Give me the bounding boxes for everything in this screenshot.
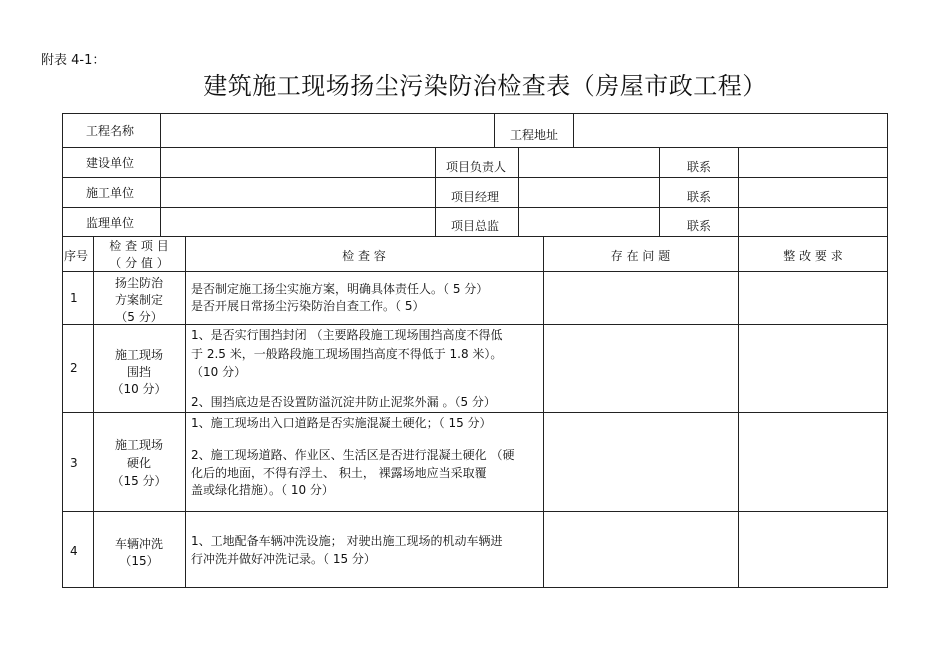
row-content-line: 1、施工现场出入口道路是否实施混凝土硬化；（ 15 分）	[191, 416, 492, 430]
row-item-line: （15 分）	[111, 474, 167, 488]
col-divider	[738, 236, 739, 588]
col-divider	[435, 147, 436, 236]
project-leader-label: 项目负责人	[446, 160, 507, 174]
row-content-line: 1、是否实行围挡封闭 （主要路段施工现场围挡高度不得低	[191, 328, 503, 342]
col-header-rectify: 整 改 要 求	[783, 249, 843, 263]
col-header-item: 检 查 项 目	[109, 239, 169, 253]
row-item-line: 围挡	[126, 365, 151, 379]
page-title	[0, 66, 950, 101]
row-item-line: 方案制定	[114, 293, 163, 307]
row-divider	[62, 207, 888, 208]
col-divider	[160, 113, 161, 236]
col-divider	[543, 236, 544, 588]
row-seq: 4	[70, 544, 78, 558]
row-content-line: 化后的地面，不得有浮土、 积土， 裸露场地应当采取覆	[191, 466, 487, 480]
row-item-line: 施工现场	[114, 348, 163, 362]
row-content-line: 于 2.5 米，一般路段施工现场围挡高度不得低于 1.8 米）。	[191, 347, 503, 361]
row-content-line: 2、施工现场道路、作业区、生活区是否进行混凝土硬化 （硬	[191, 448, 515, 462]
row-content-line: 是否制定施工扬尘实施方案，明确具体责任人。（ 5 分）	[191, 282, 489, 296]
row-content-line: 盖或绿化措施）。（ 10 分）	[191, 483, 334, 497]
row-item-line: 扬尘防治	[114, 276, 163, 290]
col-divider	[659, 147, 660, 236]
row-item-line: 车辆冲洗	[114, 537, 163, 551]
row-item-line: （15）	[119, 554, 159, 568]
row-content-line: 是否开展日常扬尘污染防治自查工作。（ 5）	[191, 299, 425, 313]
project-manager-label: 项目经理	[451, 190, 500, 204]
row-content-line: 行冲洗并做好冲洗记录。（ 15 分）	[191, 552, 376, 566]
row-content-line: （10 分）	[191, 365, 247, 379]
project-name-label: 工程名称	[86, 124, 135, 138]
supervision-unit-label: 监理单位	[86, 216, 135, 230]
col-header-content: 检 查 容	[342, 249, 386, 263]
row-divider	[62, 177, 888, 178]
col-divider	[738, 147, 739, 236]
row-item-line: 施工现场	[114, 438, 163, 452]
col-divider	[494, 113, 495, 147]
row-seq: 1	[70, 291, 78, 305]
construction-unit-label: 施工单位	[86, 186, 135, 200]
col-divider	[518, 147, 519, 236]
contact-label: 联系	[687, 160, 712, 174]
row-seq: 2	[70, 361, 78, 375]
builder-unit-label: 建设单位	[86, 156, 135, 170]
col-header-seq: 序号	[64, 249, 89, 263]
row-item-line: （10 分）	[111, 382, 167, 396]
chief-supervisor-label: 项目总监	[451, 219, 500, 233]
row-seq: 3	[70, 456, 78, 470]
row-divider	[62, 147, 888, 148]
contact-label: 联系	[687, 219, 712, 233]
col-header-problem: 存 在 问 题	[610, 249, 671, 263]
row-item-line: （5 分）	[115, 310, 163, 324]
col-divider	[185, 236, 186, 588]
contact-label: 联系	[687, 190, 712, 204]
row-content-line: 2、围挡底边是否设置防溢沉淀井防止泥浆外漏 。（5 分）	[191, 395, 496, 409]
page-title-text: 建筑施工现场扬尘污染防治检查表（房屋市政工程）	[203, 72, 767, 100]
project-address-label: 工程地址	[510, 128, 559, 142]
col-header-score: （ 分 值 ）	[109, 256, 169, 270]
row-content-line: 1、工地配备车辆冲洗设施； 对驶出施工现场的机动车辆进	[191, 534, 503, 548]
col-divider	[573, 113, 574, 147]
appendix-label: 附表 4-1：	[41, 53, 106, 68]
row-item-line: 硬化	[126, 456, 151, 470]
